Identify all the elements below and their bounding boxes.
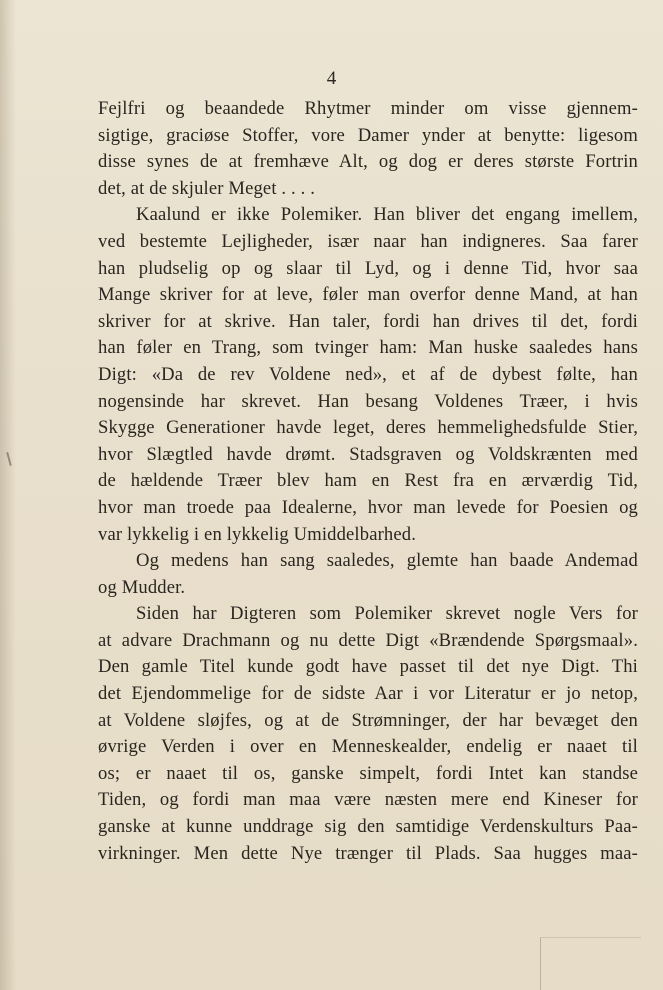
- paper-crease: [540, 937, 641, 990]
- body-text: [98, 96, 638, 867]
- text-line: Siden har Digteren som Polemiker skrevet nogle Vers for: [136, 603, 638, 625]
- text-line: virkninger. Men dette Nye trænger til Plads. Saa hugges maa-: [98, 842, 638, 864]
- text-line: hvor man troede paa Idealerne, hvor man levede for Poesien og: [98, 496, 638, 518]
- page-number: 4: [326, 68, 337, 89]
- text-line: Den gamle Titel kunde godt have passet til det nye Digt. Thi: [98, 656, 638, 678]
- text-line: skriver for at skrive. Han taler, fordi han drives til det, fordi: [98, 310, 638, 332]
- text-line: os; er naaet til os, ganske simpelt, fordi Intet kan standse: [98, 762, 638, 784]
- text-line: hvor Slægtled havde drømt. Stadsgraven og Voldskrænten med: [98, 443, 638, 465]
- page-edge-shadow: [0, 0, 16, 990]
- text-line: Mange skriver for at leve, føler man overfor denne Mand, at han: [98, 284, 638, 306]
- text-line: det, at de skjuler Meget . . . .: [98, 177, 316, 199]
- text-line: nogensinde har skrevet. Han besang Voldenes Træer, i hvis: [98, 390, 638, 412]
- text-line: og Mudder.: [98, 576, 186, 598]
- text-line: disse synes de at fremhæve Alt, og dog er deres største Fortrin: [98, 151, 638, 173]
- text-line: øvrige Verden i over en Menneskealder, endelig er naaet til: [98, 736, 638, 758]
- text-line: ganske at kunne unddrage sig den samtidige Verdenskulturs Paa-: [98, 816, 638, 838]
- text-line: Skygge Generationer havde leget, deres hemmelighedsfulde Stier,: [98, 417, 638, 439]
- text-line: Fejlfri og beaandede Rhytmer minder om visse gjennem-: [98, 98, 638, 119]
- text-line: sigtige, graciøse Stoffer, vore Damer ynder at benytte: ligesom: [98, 124, 638, 146]
- text-line: var lykkelig i en lykkelig Umiddelbarhed.: [98, 523, 417, 545]
- text-line: han føler en Trang, som tvinger ham: Man huske saaledes hans: [98, 337, 638, 359]
- text-line: de hældende Træer blev ham en Rest fra en ærværdig Tid,: [98, 470, 638, 492]
- text-line: Digt: «Da de rev Voldene ned», et af de dybest følte, han: [98, 363, 638, 385]
- text-line: det Ejendommelige for de sidste Aar i vor Literatur er jo netop,: [98, 683, 638, 705]
- text-line: at Voldene sløjfes, og at de Strømninger, der har bevæget den: [98, 709, 638, 731]
- text-line: Og medens han sang saaledes, glemte han baade Andemad: [136, 550, 638, 572]
- text-line: Kaalund er ikke Polemiker. Han bliver det engang imellem,: [136, 204, 638, 226]
- text-line: han pludselig op og slaar til Lyd, og i denne Tid, hvor saa: [98, 257, 638, 279]
- text-line: at advare Drachmann og nu dette Digt «Brændende Spørgsmaal».: [98, 629, 638, 651]
- text-line: ved bestemte Lejligheder, især naar han indigneres. Saa farer: [98, 230, 638, 252]
- text-line: Tiden, og fordi man maa være næsten mere end Kineser for: [98, 789, 638, 811]
